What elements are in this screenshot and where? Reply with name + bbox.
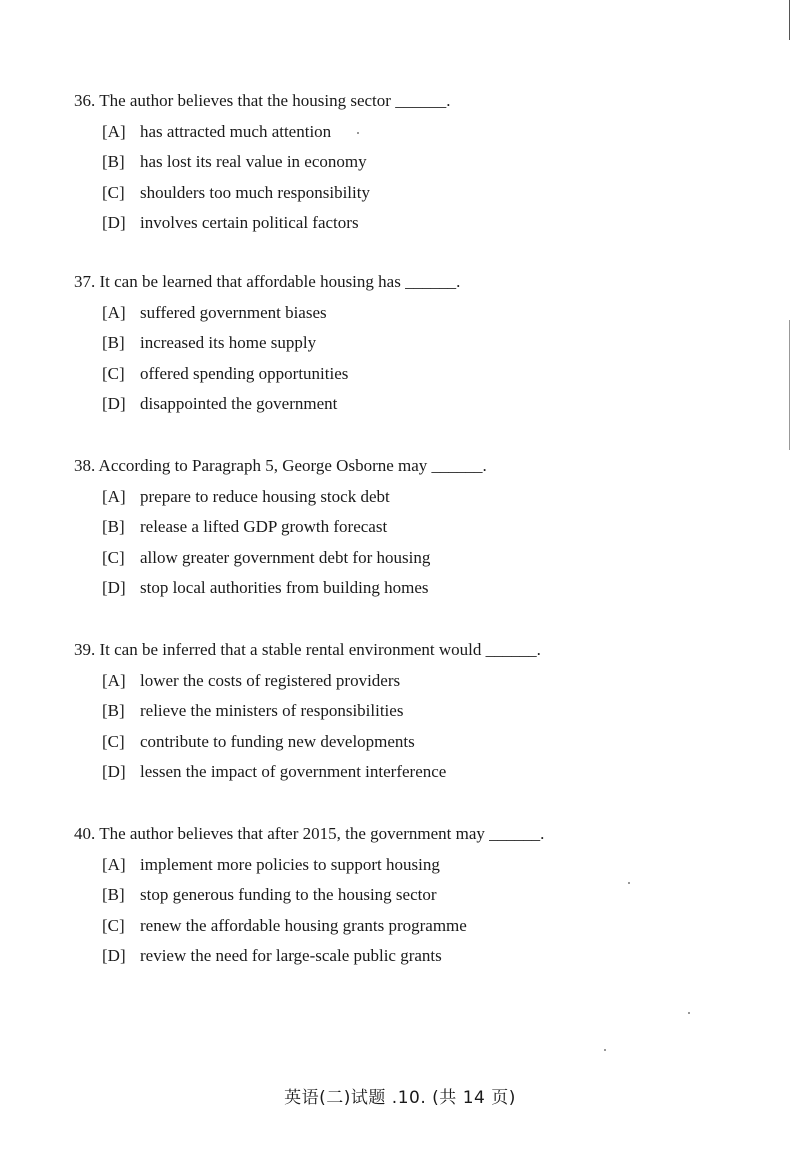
option-list [74, 121, 754, 235]
option-c [102, 182, 754, 204]
option-c [102, 915, 754, 937]
option-text: release a lifted GDP growth forecast [140, 517, 388, 537]
question-40 [74, 823, 754, 967]
scan-edge-line [789, 320, 790, 450]
option-letter: [C] [102, 915, 125, 935]
option-letter: [D] [102, 578, 126, 598]
scan-speck [628, 882, 630, 884]
option-b [102, 700, 754, 722]
option-text: offered spending opportunities [140, 363, 349, 383]
option-letter: [A] [102, 670, 126, 690]
option-b [102, 151, 754, 173]
option-c [102, 731, 754, 753]
option-text: lessen the impact of government interference [140, 762, 447, 782]
question-38 [74, 455, 754, 599]
option-letter: [C] [102, 731, 125, 751]
question-37 [74, 271, 754, 415]
scan-speck [357, 132, 359, 134]
question-stem: 39. It can be inferred that a stable rental environment would ______. [74, 640, 541, 659]
option-b [102, 884, 754, 906]
option-letter: [D] [102, 762, 126, 782]
option-letter: [A] [102, 121, 126, 141]
option-list [74, 670, 754, 784]
option-text: suffered government biases [140, 302, 327, 322]
option-text: review the need for large-scale public grants [140, 946, 442, 966]
option-text: contribute to funding new developments [140, 731, 415, 751]
option-letter: [B] [102, 701, 125, 721]
option-c [102, 547, 754, 569]
option-text: allow greater government debt for housing [140, 547, 431, 567]
option-text: relieve the ministers of responsibilities [140, 701, 404, 721]
option-text: involves certain political factors [140, 213, 359, 233]
question-stem: 36. The author believes that the housing sector ______. [74, 91, 451, 110]
question-stem: 37. It can be learned that affordable housing has ______. [74, 272, 461, 291]
option-d [102, 945, 754, 967]
page-footer: 英语(二)试题 .10. (共 14 页) [284, 1088, 516, 1108]
option-d [102, 393, 754, 415]
question-stem: 40. The author believes that after 2015, the government may ______. [74, 824, 545, 843]
option-letter: [B] [102, 333, 125, 353]
option-a [102, 121, 754, 143]
option-text: prepare to reduce housing stock debt [140, 486, 390, 506]
scan-speck [604, 1049, 606, 1051]
option-letter: [B] [102, 517, 125, 537]
option-text: stop generous funding to the housing sector [140, 885, 437, 905]
scan-edge-line [789, 0, 790, 40]
option-text: renew the affordable housing grants programme [140, 915, 467, 935]
question-stem: 38. According to Paragraph 5, George Osborne may ______. [74, 456, 487, 475]
option-list [74, 854, 754, 968]
option-text: stop local authorities from building homes [140, 578, 429, 598]
option-letter: [C] [102, 182, 125, 202]
option-text: implement more policies to support housing [140, 854, 440, 874]
option-letter: [B] [102, 152, 125, 172]
option-letter: [C] [102, 547, 125, 567]
option-d [102, 761, 754, 783]
option-letter: [A] [102, 486, 126, 506]
option-a [102, 670, 754, 692]
option-text: shoulders too much responsibility [140, 182, 370, 202]
option-list [74, 486, 754, 600]
option-letter: [D] [102, 946, 126, 966]
option-text: lower the costs of registered providers [140, 670, 401, 690]
question-39 [74, 639, 754, 783]
option-letter: [A] [102, 302, 126, 322]
option-letter: [D] [102, 394, 126, 414]
option-a [102, 302, 754, 324]
option-d [102, 212, 754, 234]
option-b [102, 516, 754, 538]
option-text: has lost its real value in economy [140, 152, 367, 172]
option-text: disappointed the government [140, 394, 338, 414]
option-b [102, 332, 754, 354]
option-letter: [C] [102, 363, 125, 383]
question-36 [74, 90, 754, 234]
option-letter: [A] [102, 854, 126, 874]
option-d [102, 577, 754, 599]
option-c [102, 363, 754, 385]
option-a [102, 486, 754, 508]
option-letter: [D] [102, 213, 126, 233]
option-list [74, 302, 754, 416]
option-text: has attracted much attention [140, 121, 332, 141]
option-text: increased its home supply [140, 333, 317, 353]
scan-speck [688, 1012, 690, 1014]
option-a [102, 854, 754, 876]
option-letter: [B] [102, 885, 125, 905]
